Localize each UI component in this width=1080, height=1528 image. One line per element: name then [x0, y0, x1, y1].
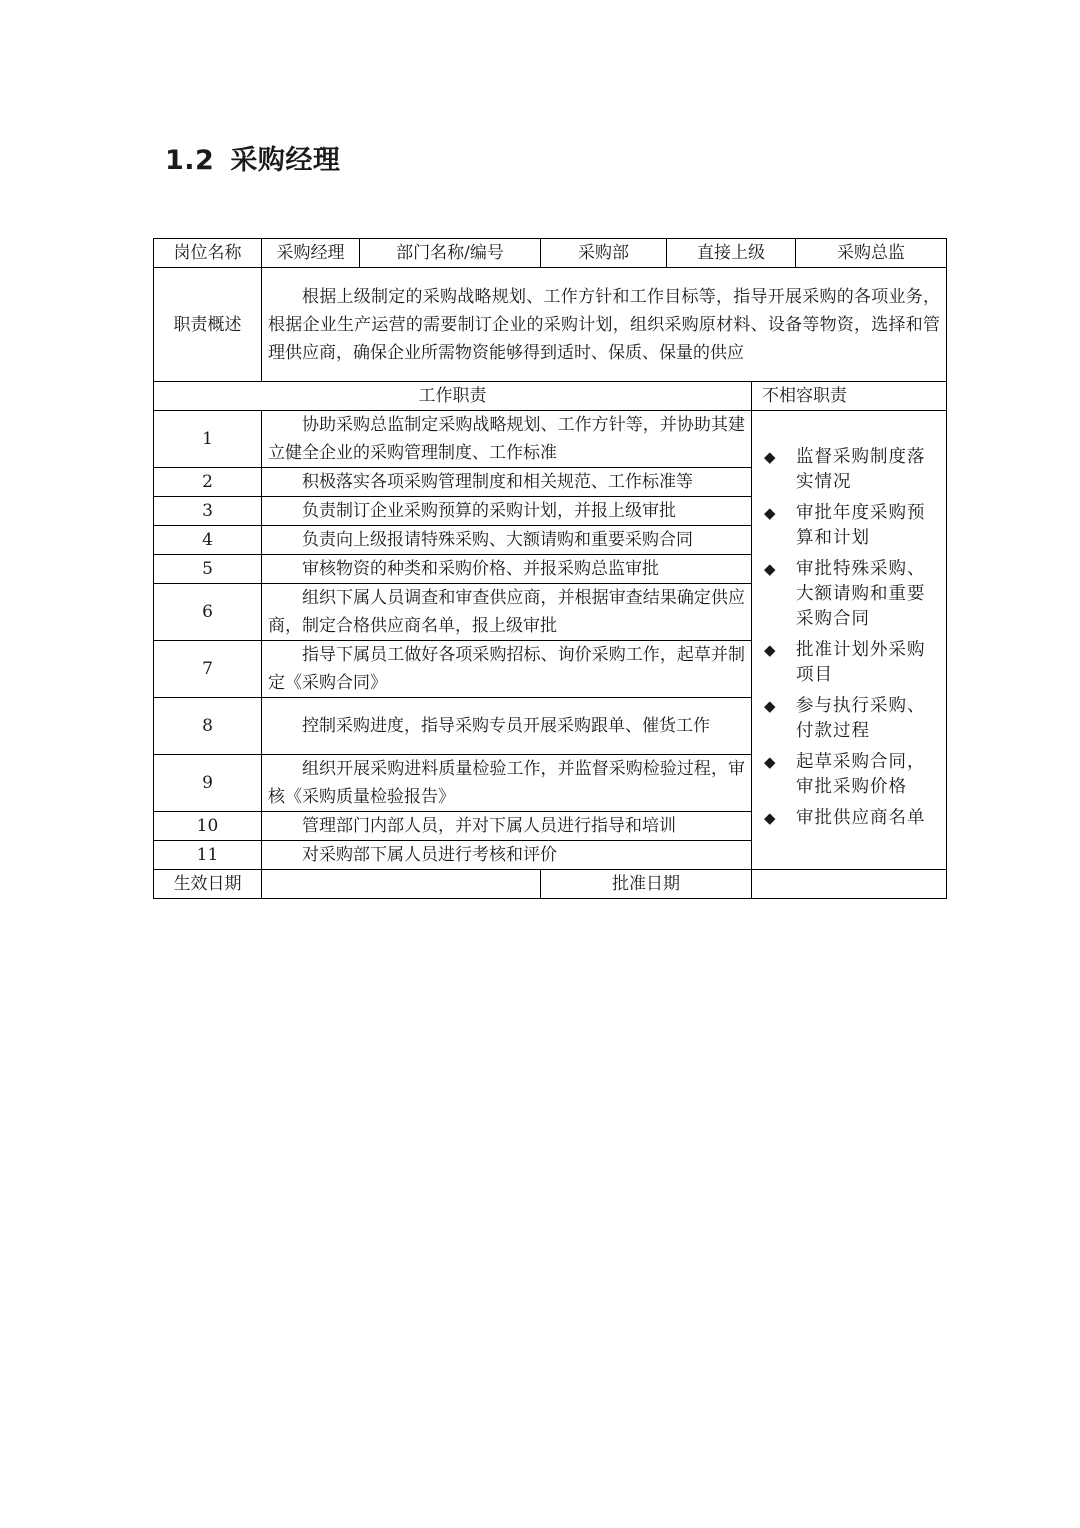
duty-text: 管理部门内部人员，并对下属人员进行指导和培训 — [262, 812, 752, 841]
dept-value: 采购部 — [541, 239, 667, 268]
footer-row — [154, 870, 947, 899]
incompatible-item-text: 参与执行采购、付款过程 — [796, 696, 926, 741]
duty-number: 5 — [154, 555, 262, 584]
duty-number: 9 — [154, 755, 262, 812]
incompatible-item-text: 审批年度采购预算和计划 — [796, 503, 926, 548]
duty-number: 3 — [154, 497, 262, 526]
superior-value: 采购总监 — [796, 239, 947, 268]
diamond-bullet-icon: ◆ — [764, 504, 777, 522]
incompatible-item — [762, 806, 938, 831]
incompatible-item — [762, 750, 938, 800]
diamond-bullet-icon: ◆ — [764, 641, 777, 659]
incompatible-duties-cell — [752, 411, 947, 870]
dept-label: 部门名称/编号 — [360, 239, 541, 268]
duty-number: 11 — [154, 841, 262, 870]
diamond-bullet-icon: ◆ — [764, 697, 777, 715]
duty-text: 指导下属员工做好各项采购招标、询价采购工作，起草并制定《采购合同》 — [262, 641, 752, 698]
summary-row — [154, 268, 947, 382]
duty-text: 负责向上级报请特殊采购、大额请购和重要采购合同 — [262, 526, 752, 555]
incompatible-duties-list — [762, 445, 938, 831]
duty-text: 积极落实各项采购管理制度和相关规范、工作标准等 — [262, 468, 752, 497]
duty-text: 对采购部下属人员进行考核和评价 — [262, 841, 752, 870]
approval-date-value — [752, 870, 947, 899]
incompatible-item-text: 起草采购合同，审批采购价格 — [796, 752, 926, 797]
section-title: 采购经理 — [230, 145, 341, 176]
summary-text: 根据上级制定的采购战略规划、工作方针和工作目标等，指导开展采购的各项业务，根据企业生产运营的需要制订企业的采购计划，组织采购原材料、设备等物资，选择和管理供应商，确保企业所需物资能够得到适时、保质、保量的供应 — [262, 268, 947, 382]
duty-number: 10 — [154, 812, 262, 841]
duty-text: 审核物资的种类和采购价格、并报采购总监审批 — [262, 555, 752, 584]
summary-label: 职责概述 — [154, 268, 262, 382]
diamond-bullet-icon: ◆ — [764, 809, 777, 827]
incompatible-item-text: 审批特殊采购、大额请购和重要采购合同 — [796, 559, 926, 629]
diamond-bullet-icon: ◆ — [764, 560, 777, 578]
incompatible-item-text: 监督采购制度落实情况 — [796, 447, 926, 492]
incompatible-item — [762, 557, 938, 632]
incompatible-column-header: 不相容职责 — [752, 382, 947, 411]
diamond-bullet-icon: ◆ — [764, 448, 777, 466]
duty-text: 负责制订企业采购预算的采购计划，并报上级审批 — [262, 497, 752, 526]
incompatible-item — [762, 694, 938, 744]
duty-number: 6 — [154, 584, 262, 641]
column-header-row — [154, 382, 947, 411]
superior-label: 直接上级 — [667, 239, 796, 268]
position-value: 采购经理 — [262, 239, 360, 268]
duties-column-header: 工作职责 — [154, 382, 752, 411]
job-description-table — [153, 238, 947, 899]
duty-text: 控制采购进度，指导采购专员开展采购跟单、催货工作 — [262, 698, 752, 755]
approval-date-label: 批准日期 — [541, 870, 752, 899]
duty-number: 4 — [154, 526, 262, 555]
effective-date-label: 生效日期 — [154, 870, 262, 899]
section-number: 1.2 — [165, 145, 215, 176]
duty-number: 7 — [154, 641, 262, 698]
incompatible-item — [762, 638, 938, 688]
duty-number: 2 — [154, 468, 262, 497]
duty-number: 8 — [154, 698, 262, 755]
incompatible-item — [762, 445, 938, 495]
duty-text: 组织下属人员调查和审查供应商，并根据审查结果确定供应商，制定合格供应商名单，报上级审批 — [262, 584, 752, 641]
duty-text: 组织开展采购进料质量检验工作，并监督采购检验过程，审核《采购质量检验报告》 — [262, 755, 752, 812]
incompatible-item-text: 批准计划外采购项目 — [796, 640, 926, 685]
section-heading — [165, 138, 340, 177]
incompatible-item — [762, 501, 938, 551]
duty-number: 1 — [154, 411, 262, 468]
effective-date-value — [262, 870, 541, 899]
diamond-bullet-icon: ◆ — [764, 753, 777, 771]
duty-text: 协助采购总监制定采购战略规划、工作方针等，并协助其建立健全企业的采购管理制度、工作标准 — [262, 411, 752, 468]
header-row — [154, 239, 947, 268]
duty-row — [154, 411, 947, 468]
position-label: 岗位名称 — [154, 239, 262, 268]
incompatible-item-text: 审批供应商名单 — [796, 808, 926, 828]
